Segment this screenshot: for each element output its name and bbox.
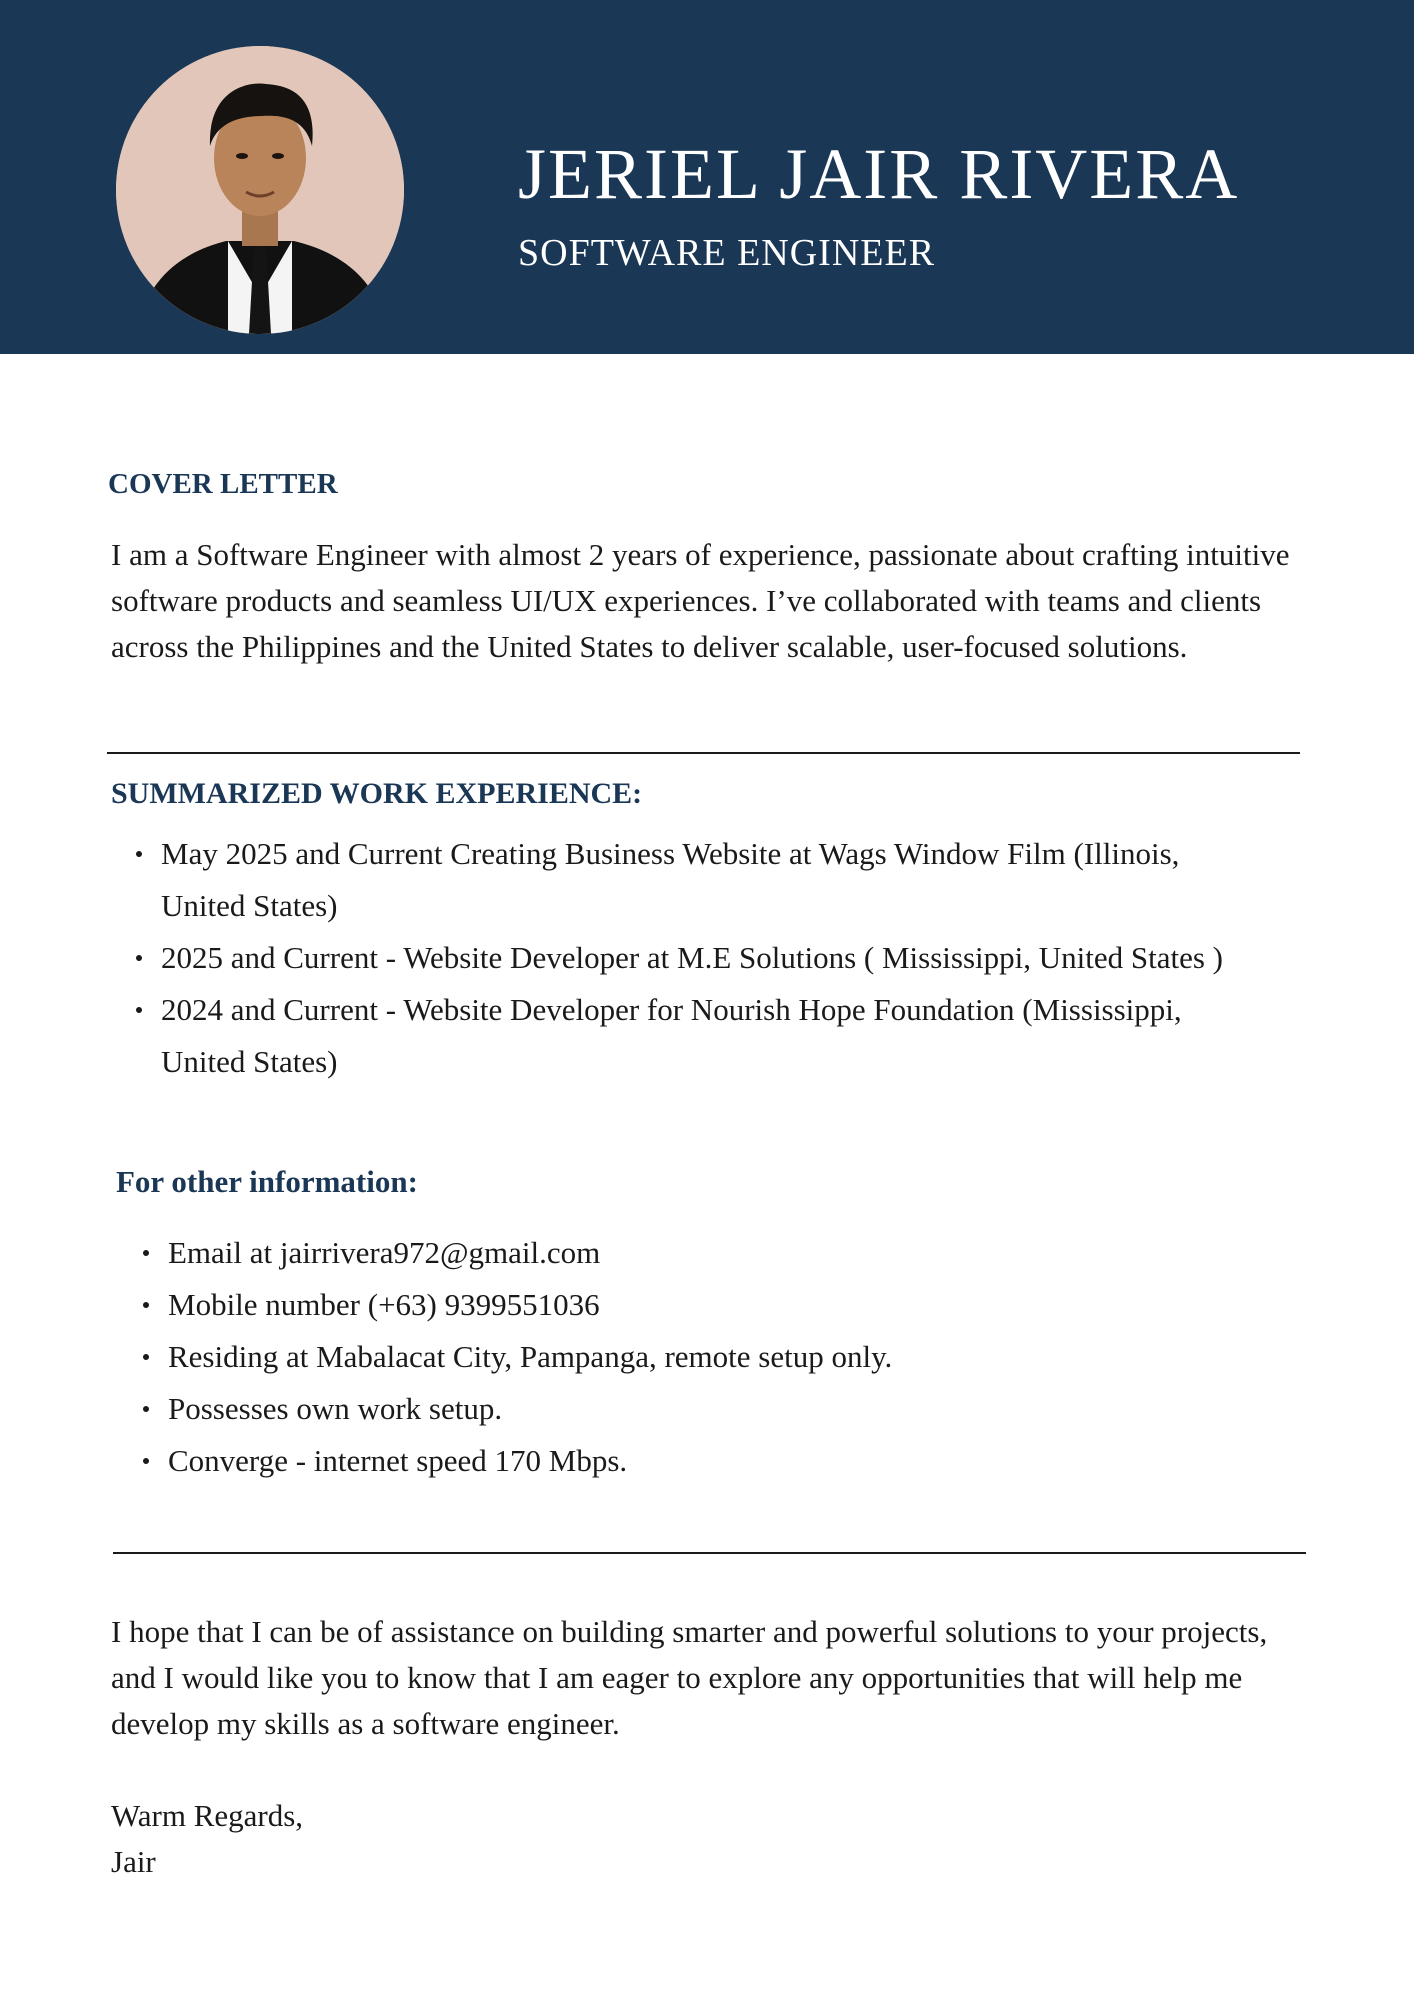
list-item: Residing at Mabalacat City, Pampanga, remote setup only.	[168, 1331, 1268, 1383]
work-experience-heading: SUMMARIZED WORK EXPERIENCE:	[111, 777, 643, 810]
list-item: May 2025 and Current Creating Business Website at Wags Window Film (Illinois, United States)	[161, 828, 1271, 932]
profile-photo	[116, 46, 404, 334]
cover-letter-text: I am a Software Engineer with almost 2 years of experience, passionate about crafting intuitive software products and seamless UI/UX experiences. I’ve collaborated with teams and clients across the Philippines and the United States to deliver scalable, user-focused solutions.	[111, 537, 1290, 664]
closing-regards: Warm Regards,	[111, 1798, 304, 1833]
bullet-icon	[143, 1354, 149, 1360]
list-item: 2024 and Current - Website Developer for Nourish Hope Foundation (Mississippi, United States)	[161, 984, 1271, 1088]
bullet-icon	[143, 1250, 149, 1256]
other-information-heading: For other information:	[116, 1164, 418, 1199]
list-item: Converge - internet speed 170 Mbps.	[168, 1435, 1268, 1487]
bullet-icon	[143, 1302, 149, 1308]
work-experience-list	[161, 828, 1271, 1088]
job-title: SOFTWARE ENGINEER	[518, 232, 936, 274]
list-item: Email at jairrivera972@gmail.com	[168, 1227, 1268, 1279]
bullet-icon	[136, 1007, 142, 1013]
closing-text: I hope that I can be of assistance on building smarter and powerful solutions to your projects, and I would like you to know that I am eager to explore any opportunities that will help me develop my skills as a software engineer.	[111, 1614, 1268, 1741]
bullet-icon	[136, 955, 142, 961]
profile-avatar-icon	[116, 46, 404, 334]
full-name: JERIEL JAIR RIVERA	[518, 134, 1240, 214]
other-information-list	[168, 1227, 1268, 1487]
list-item: Possesses own work setup.	[168, 1383, 1268, 1435]
divider	[107, 752, 1300, 754]
list-item: 2025 and Current - Website Developer at M.E Solutions ( Mississippi, United States )	[161, 932, 1271, 984]
list-item: Mobile number (+63) 9399551036	[168, 1279, 1268, 1331]
bullet-icon	[143, 1458, 149, 1464]
header-banner	[0, 0, 1414, 354]
bullet-icon	[143, 1406, 149, 1412]
divider	[113, 1552, 1306, 1554]
bullet-icon	[136, 851, 142, 857]
cover-letter-heading: COVER LETTER	[108, 468, 338, 500]
signature: Jair	[111, 1844, 156, 1879]
